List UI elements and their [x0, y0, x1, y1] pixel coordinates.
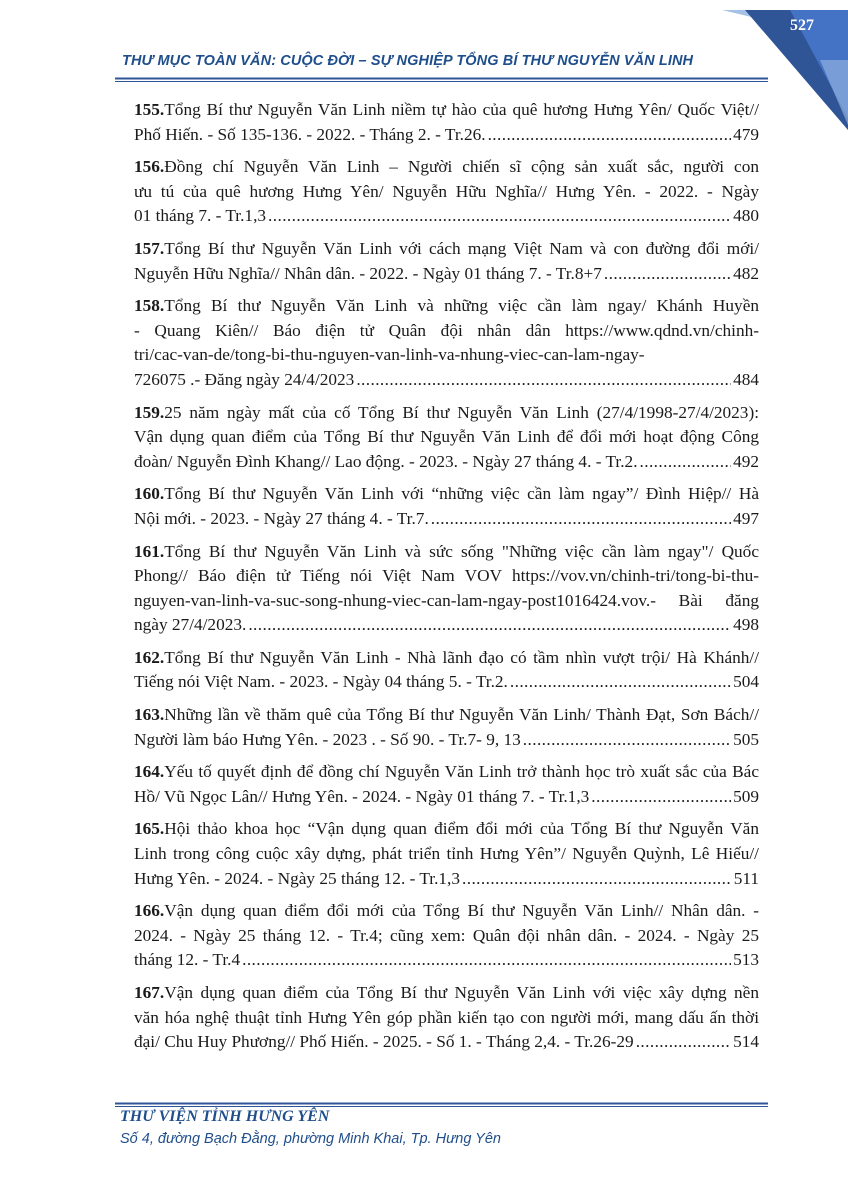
entry-line: [134, 155, 759, 180]
entry-last-line: [134, 123, 759, 148]
footer-address: Số 4, đường Bạch Đằng, phường Minh Khai, Tp. Hưng Yên: [120, 1131, 501, 1147]
bibliography-entry: [134, 760, 759, 809]
entry-line: [134, 319, 759, 344]
entry-number: 163.: [134, 705, 165, 725]
entry-page-number: 504: [733, 672, 759, 692]
bibliography-entry: [134, 646, 759, 695]
entry-page-number: 514: [733, 1032, 759, 1052]
bibliography-entry: [134, 401, 759, 475]
entry-line: [134, 1006, 759, 1031]
entry-page-number: 484: [733, 369, 759, 389]
entry-text: nguyen-van-linh-va-suc-song-nhung-viec-can-lam-ngay-post1016424.vov.- Bài đăng: [134, 590, 759, 610]
entry-line: [134, 817, 759, 842]
footer-library-name: THƯ VIỆN TỈNH HƯNG YÊN: [120, 1108, 330, 1125]
entry-line: [134, 564, 759, 589]
entry-source: 726075 .- Đăng ngày 24/4/2023: [134, 369, 355, 389]
entry-last-line: [134, 728, 759, 753]
entry-page-number: 492: [733, 451, 759, 471]
dot-leader: [462, 867, 732, 892]
entry-number: 166.: [134, 901, 165, 921]
entry-line: [134, 981, 759, 1006]
entry-line: [134, 180, 759, 205]
dot-leader: [523, 728, 731, 753]
dot-leader: [591, 785, 731, 810]
entry-number: 159.: [134, 402, 165, 422]
entry-page-number: 509: [733, 786, 759, 806]
bibliography-entry: [134, 817, 759, 891]
dot-leader: [242, 948, 731, 973]
entry-line: [134, 646, 759, 671]
entry-text: văn hóa nghệ thuật tỉnh Hưng Yên góp phần kiến tạo con người mới, mang dấu ấn thời: [134, 1007, 759, 1027]
entry-line: [134, 294, 759, 319]
entry-text: Đồng chí Nguyễn Văn Linh – Người chiến sĩ cộng sản xuất sắc, người con: [164, 157, 759, 177]
entry-line: [134, 760, 759, 785]
entry-source: Tiếng nói Việt Nam. - 2023. - Ngày 04 tháng 5. - Tr.2.: [134, 672, 508, 692]
entry-text: Tổng Bí thư Nguyễn Văn Linh với “những việc cần làm ngay”/ Đình Hiệp// Hà: [164, 484, 759, 504]
entry-text: Những lần về thăm quê của Tổng Bí thư Nguyễn Văn Linh/ Thành Đạt, Sơn Bách//: [164, 705, 759, 725]
dot-leader: [636, 1030, 731, 1055]
entry-source: ngày 27/4/2023.: [134, 615, 247, 635]
entry-page-number: 480: [733, 206, 759, 226]
entry-number: 167.: [134, 983, 165, 1002]
entry-page-number: 498: [733, 615, 759, 635]
entry-source: đoàn/ Nguyễn Đình Khang// Lao động. - 2023. - Ngày 27 tháng 4. - Tr.2.: [134, 451, 638, 471]
header-rule: [115, 77, 768, 83]
entry-source: Phố Hiến. - Số 135-136. - 2022. - Tháng 2. - Tr.26.: [134, 124, 486, 144]
entry-source: Hồ/ Vũ Ngọc Lân// Hưng Yên. - 2024. - Ngày 01 tháng 7. - Tr.1,3: [134, 786, 590, 806]
entry-source: Nguyễn Hữu Nghĩa// Nhân dân. - 2022. - Ngày 01 tháng 7. - Tr.8+7: [134, 263, 602, 283]
bibliography-entry: [134, 237, 759, 286]
entry-last-line: [134, 1030, 759, 1055]
entry-source: tháng 12. - Tr.4: [134, 950, 241, 970]
entry-last-line: [134, 948, 759, 973]
entry-text: Vận dụng quan điểm đổi mới của Tổng Bí thư Nguyễn Văn Linh// Nhân dân. -: [164, 901, 759, 921]
entry-source: Hưng Yên. - 2024. - Ngày 25 tháng 12. - Tr.1,3: [134, 868, 461, 888]
entry-line: [134, 401, 759, 426]
bibliography-entry: [134, 482, 759, 531]
dot-leader: [510, 670, 731, 695]
entry-text: tri/cac-van-de/tong-bi-thu-nguyen-van-linh-va-nhung-viec-can-lam-ngay-: [134, 345, 645, 365]
dot-leader: [268, 204, 731, 229]
entry-text: Tổng Bí thư Nguyễn Văn Linh với cách mạng Việt Nam và con đường đổi mới/: [164, 238, 759, 258]
dot-leader: [431, 507, 731, 532]
bibliography-entry: [134, 98, 759, 147]
entry-page-number: 513: [733, 950, 759, 970]
entry-last-line: [134, 450, 759, 475]
entry-text: Phong// Báo điện tử Tiếng nói Việt Nam VOV https://vov.vn/chinh-tri/tong-bi-thu-: [134, 566, 759, 586]
entry-text: Tổng Bí thư Nguyễn Văn Linh niềm tự hào của quê hương Hưng Yên/ Quốc Việt//: [164, 100, 759, 119]
entry-text: 2024. - Ngày 25 tháng 12. - Tr.4; cũng xem: Quân đội nhân dân. - 2024. - Ngày 25: [134, 925, 759, 945]
entry-text: Vận dụng quan điểm của Tổng Bí thư Nguyễn Văn Linh để đổi mới hoạt động Công: [134, 427, 759, 447]
dot-leader: [604, 262, 731, 287]
entry-last-line: [134, 368, 759, 393]
entry-source: đại/ Chu Huy Phương// Phố Hiến. - 2025. - Số 1. - Tháng 2,4. - Tr.26-29: [134, 1032, 634, 1052]
entry-line: [134, 540, 759, 565]
bibliography-entry: [134, 899, 759, 973]
entry-source: 01 tháng 7. - Tr.1,3: [134, 206, 267, 226]
dot-leader: [488, 123, 732, 148]
entry-page-number: 505: [733, 729, 759, 749]
entry-line: [134, 703, 759, 728]
bibliography-entry: [134, 703, 759, 752]
entry-last-line: [134, 867, 759, 892]
page-number: 527: [790, 17, 814, 34]
entry-text: Linh trong công cuộc xây dựng, phát triển tỉnh Hưng Yên”/ Nguyễn Quỳnh, Lê Hiếu//: [134, 844, 759, 864]
entry-last-line: [134, 613, 759, 638]
entry-number: 157.: [134, 238, 165, 258]
entry-number: 164.: [134, 762, 165, 782]
entry-last-line: [134, 262, 759, 287]
entry-number: 162.: [134, 647, 165, 667]
entry-number: 161.: [134, 541, 165, 561]
entry-last-line: [134, 785, 759, 810]
entry-line: [134, 343, 759, 368]
entry-page-number: 479: [733, 124, 759, 144]
dot-leader: [356, 368, 731, 393]
entry-number: 158.: [134, 296, 165, 316]
entry-text: ưu tú của quê hương Hưng Yên/ Nguyễn Hữu Nghĩa// Hưng Yên. - 2022. - Ngày: [134, 181, 759, 201]
entry-line: [134, 98, 759, 123]
entry-source: Người làm báo Hưng Yên. - 2023 . - Số 90. - Tr.7- 9, 13: [134, 729, 521, 749]
entry-number: 156.: [134, 157, 165, 177]
entry-line: [134, 589, 759, 614]
entry-text: Tổng Bí thư Nguyễn Văn Linh - Nhà lãnh đạo có tầm nhìn vượt trội/ Hà Khánh//: [164, 647, 759, 667]
entry-text: Tổng Bí thư Nguyễn Văn Linh và sức sống "Những việc cần làm ngay"/ Quốc: [164, 541, 759, 561]
entry-number: 160.: [134, 484, 165, 504]
bibliography-entry: [134, 155, 759, 229]
dot-leader: [640, 450, 732, 475]
entry-page-number: 511: [733, 868, 759, 888]
bibliography-entry: [134, 981, 759, 1055]
entry-number: 165.: [134, 819, 165, 839]
dot-leader: [248, 613, 731, 638]
entry-line: [134, 237, 759, 262]
entry-text: Yếu tố quyết định để đồng chí Nguyễn Văn Linh trở thành học trò xuất sắc của Bác: [164, 762, 759, 782]
entry-number: 155.: [134, 100, 165, 119]
entry-line: [134, 899, 759, 924]
entry-line: [134, 425, 759, 450]
entry-text: - Quang Kiên// Báo điện tử Quân đội nhân dân https://www.qdnd.vn/chinh-: [134, 320, 759, 340]
entry-text: 25 năm ngày mất của cố Tổng Bí thư Nguyễn Văn Linh (27/4/1998-27/4/2023):: [164, 402, 759, 422]
bibliography-entry: [134, 540, 759, 638]
entry-text: Vận dụng quan điểm của Tổng Bí thư Nguyễn Văn Linh với việc xây dựng nền: [164, 983, 759, 1002]
entry-line: [134, 842, 759, 867]
entry-line: [134, 482, 759, 507]
entry-last-line: [134, 670, 759, 695]
entry-page-number: 497: [733, 508, 759, 528]
entry-page-number: 482: [733, 263, 759, 283]
bibliography-list: [134, 98, 759, 1063]
entry-line: [134, 924, 759, 949]
bibliography-entry: [134, 294, 759, 392]
header-title: THƯ MỤC TOÀN VĂN: CUỘC ĐỜI – SỰ NGHIỆP TỔNG BÍ THƯ NGUYỄN VĂN LINH: [122, 53, 694, 69]
entry-last-line: [134, 507, 759, 532]
entry-source: Nội mới. - 2023. - Ngày 27 tháng 4. - Tr.7.: [134, 508, 429, 528]
entry-text: Tổng Bí thư Nguyễn Văn Linh và những việc cần làm ngay/ Khánh Huyền: [164, 296, 759, 316]
entry-last-line: [134, 204, 759, 229]
entry-text: Hội thảo khoa học “Vận dụng quan điểm đổi mới của Tổng Bí thư Nguyễn Văn: [164, 819, 759, 839]
